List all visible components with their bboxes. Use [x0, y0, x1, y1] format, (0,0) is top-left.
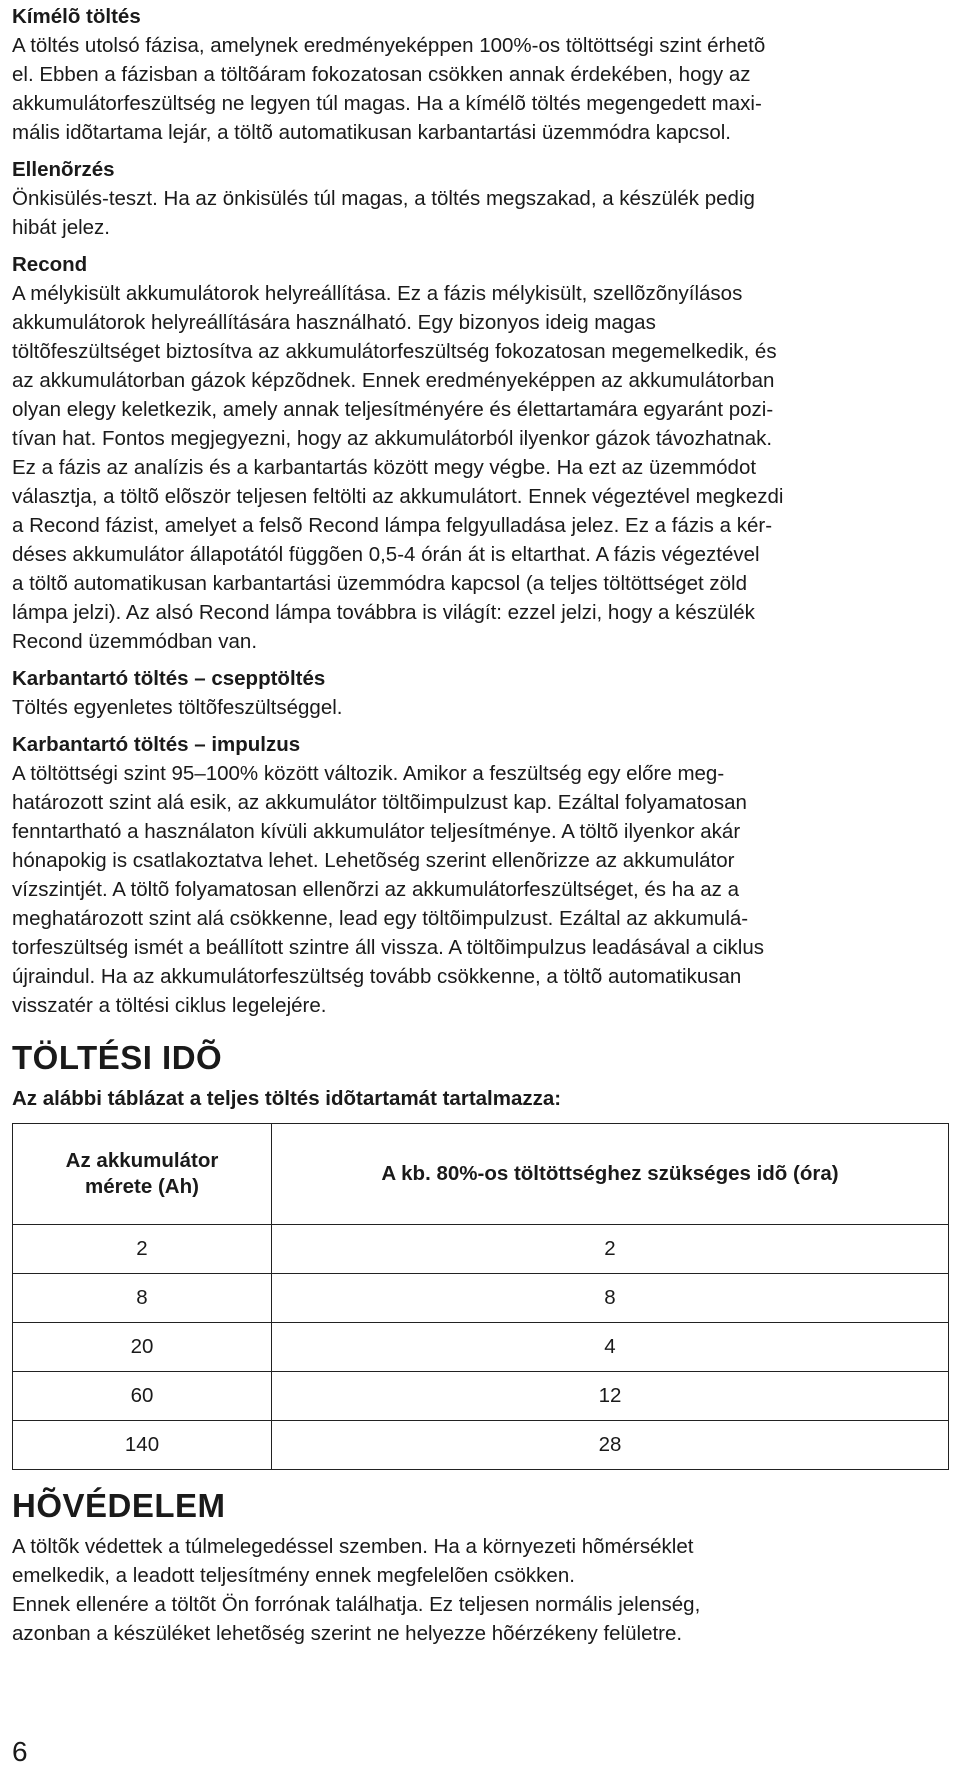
- section-hovedelem: [12, 1532, 946, 1648]
- paragraph-line: az akkumulátorban gázok képzõdnek. Ennek eredményeképpen az akkumulátorban: [12, 369, 775, 392]
- table-row: [13, 1323, 949, 1372]
- section-heading: Ellenõrzés: [12, 158, 115, 181]
- section-recond: [12, 250, 946, 656]
- paragraph-line: töltõfeszültséget biztosítva az akkumulátorfeszültség fokozatosan megemelkedik, és: [12, 340, 777, 363]
- cell-time: 28: [272, 1421, 949, 1470]
- section-heading: Karbantartó töltés – impulzus: [12, 733, 301, 756]
- cell-time: 4: [272, 1323, 949, 1372]
- paragraph-line: hónapokig is csatlakoztatva lehet. Lehetõség szerint ellenõrizze az akkumulátor: [12, 849, 735, 872]
- table-intro: Az alábbi táblázat a teljes töltés idõtartamát tartalmazza:: [12, 1087, 562, 1110]
- paragraph-line: a Recond fázist, amelyet a felsõ Recond lámpa felgyulladása jelez. Ez a fázis a kér-: [12, 514, 773, 537]
- paragraph-line: vízszintjét. A töltõ folyamatosan ellenõrzi az akkumulátorfeszültséget, és ha az a: [12, 878, 739, 901]
- paragraph-line: újraindul. Ha az akkumulátorfeszültség tovább csökkenne, a töltõ automatikusan: [12, 965, 742, 988]
- section-impulzus: [12, 730, 946, 1020]
- paragraph-line: határozott szint alá esik, az akkumulátor töltõimpulzust kap. Ezáltal folyamatosan: [12, 791, 747, 814]
- header-line: Az akkumulátor: [65, 1149, 219, 1172]
- section-heading: Recond: [12, 253, 88, 276]
- paragraph-line: meghatározott szint alá csökkenne, lead egy töltõimpulzust. Ezáltal az akkumulá-: [12, 907, 749, 930]
- paragraph-line: emelkedik, a leadott teljesítmény ennek megfelelõen csökken.: [12, 1564, 575, 1587]
- paragraph-line: a töltõ automatikusan karbantartási üzemmódra kapcsol (a teljes töltöttséget zöld: [12, 572, 747, 595]
- paragraph-line: Ennek ellenére a töltõt Ön forrónak találhatja. Ez teljesen normális jelenség,: [12, 1593, 701, 1616]
- table-row: [13, 1372, 949, 1421]
- hovedelem-title: HÕVÉDELEM: [12, 1487, 226, 1524]
- page-number: 6: [12, 1736, 28, 1767]
- section-kimelo-toltes: [12, 2, 946, 147]
- toltesi-ido-title: TÖLTÉSI IDÕ: [12, 1039, 223, 1076]
- header-charge-time: A kb. 80%-os töltöttséghez szükséges idõ (óra): [272, 1124, 949, 1225]
- paragraph-line: mális idõtartama lejár, a töltõ automatikusan karbantartási üzemmódra kapcsol.: [12, 121, 731, 144]
- paragraph-line: akkumulátorok helyreállítására használható. Egy bizonyos ideig magas: [12, 311, 656, 334]
- cell-size: 8: [13, 1274, 272, 1323]
- paragraph-line: akkumulátorfeszültség ne legyen túl magas. Ha a kímélõ töltés megengedett maxi-: [12, 92, 762, 115]
- paragraph-line: azonban a készüléket lehetõség szerint ne helyezze hõérzékeny felületre.: [12, 1622, 683, 1645]
- cell-time: 2: [272, 1225, 949, 1274]
- cell-size: 60: [13, 1372, 272, 1421]
- paragraph-line: A töltöttségi szint 95–100% között változik. Amikor a feszültség egy előre meg-: [12, 762, 725, 785]
- cell-size: 140: [13, 1421, 272, 1470]
- paragraph-line: fenntartható a használaton kívüli akkumulátor teljesítménye. A töltõ ilyenkor akár: [12, 820, 741, 843]
- paragraph-line: választja, a töltõ elõször teljesen feltölti az akkumulátort. Ennek végeztével megkezdi: [12, 485, 784, 508]
- paragraph-line: tívan hat. Fontos megjegyezni, hogy az akkumulátorból ilyenkor gázok távozhatnak.: [12, 427, 773, 450]
- charging-time-table: [12, 1123, 949, 1470]
- section-csepptoltes: [12, 664, 946, 722]
- paragraph-line: A mélykisült akkumulátorok helyreállítása. Ez a fázis mélykisült, szellõzõnyílásos: [12, 282, 743, 305]
- table-header-row: [13, 1124, 949, 1225]
- table-row: [13, 1274, 949, 1323]
- paragraph-line: Recond üzemmódban van.: [12, 630, 258, 653]
- paragraph-line: A töltés utolsó fázisa, amelynek eredményeképpen 100%-os töltöttségi szint érhetõ: [12, 34, 766, 57]
- cell-size: 20: [13, 1323, 272, 1372]
- section-ellenorzes: [12, 155, 946, 242]
- paragraph-line: olyan elegy keletkezik, amely annak teljesítményére és élettartamára egyaránt pozi-: [12, 398, 774, 421]
- table-row: [13, 1225, 949, 1274]
- header-battery-size: [13, 1124, 272, 1225]
- paragraph-line: lámpa jelzi). Az alsó Recond lámpa továbbra is világít: ezzel jelzi, hogy a készülék: [12, 601, 755, 624]
- cell-time: 12: [272, 1372, 949, 1421]
- paragraph-line: A töltõk védettek a túlmelegedéssel szemben. Ha a környezeti hõmérséklet: [12, 1535, 694, 1558]
- table-row: [13, 1421, 949, 1470]
- paragraph-line: torfeszültség ismét a beállított szintre áll vissza. A töltõimpulzus leadásával a ciklus: [12, 936, 765, 959]
- header-line: mérete (Ah): [85, 1175, 199, 1198]
- cell-time: 8: [272, 1274, 949, 1323]
- paragraph-line: Önkisülés-teszt. Ha az önkisülés túl magas, a töltés megszakad, a készülék pedig: [12, 187, 755, 210]
- paragraph-line: Ez a fázis az analízis és a karbantartás között megy végbe. Ha ezt az üzemmódot: [12, 456, 757, 479]
- paragraph-line: déses akkumulátor állapotától függõen 0,5-4 órán át is eltarthat. A fázis végeztével: [12, 543, 760, 566]
- paragraph-line: hibát jelez.: [12, 216, 111, 239]
- cell-size: 2: [13, 1225, 272, 1274]
- paragraph-line: el. Ebben a fázisban a töltõáram fokozatosan csökken annak érdekében, hogy az: [12, 63, 751, 86]
- section-heading: Karbantartó töltés – csepptöltés: [12, 667, 326, 690]
- paragraph-line: Töltés egyenletes töltõfeszültséggel.: [12, 696, 343, 719]
- section-heading: Kímélõ töltés: [12, 5, 141, 28]
- paragraph-line: visszatér a töltési ciklus legelejére.: [12, 994, 327, 1017]
